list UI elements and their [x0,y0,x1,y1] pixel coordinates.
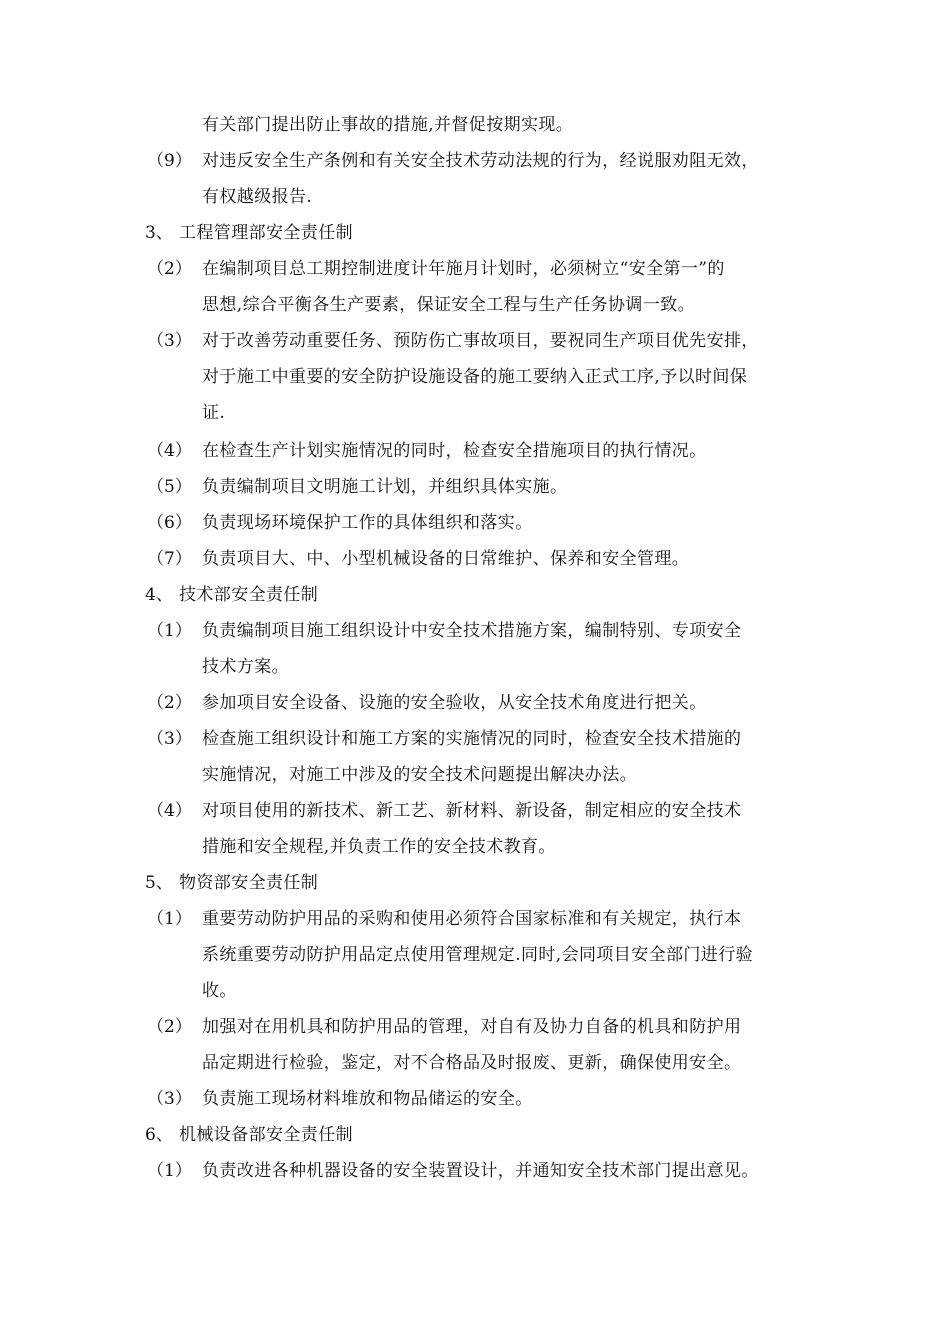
item-number: （4） [147,441,192,461]
section-heading: 机械设备部安全责任制 [179,1125,353,1145]
section-heading: 物资部安全责任制 [179,873,319,893]
item-text-continuation: 证. [202,403,226,423]
section-number: 5、 [145,873,173,893]
item-text: 在编制项目总工期控制进度计年施月计划时，必须树立“安全第一”的 [202,259,725,279]
item-number: （1） [147,1161,192,1181]
item-number: （4） [147,801,192,821]
item-text: 在检查生产计划实施情况的同时，检查安全措施项目的执行情况。 [202,441,707,461]
item-text-continuation: 品定期进行检验，鉴定，对不合格品及时报废、更新，确保使用安全。 [202,1053,742,1073]
item-number: （9） [147,151,192,171]
item-text-continuation: 有权越级报告. [202,187,313,207]
section-heading: 技术部安全责任制 [179,585,319,605]
item-number: （1） [147,909,192,929]
item-number: （1） [147,621,192,641]
item-text: 负责项目大、中、小型机械设备的日常维护、保养和安全管理。 [202,549,690,569]
item-text: 对于改善劳动重要任务、预防伤亡事故项目，要祝同生产项目优先安排， [202,331,759,351]
item-text: 对项目使用的新技术、新工艺、新材料、新设备，制定相应的安全技术 [202,801,742,821]
item-text: 负责施工现场材料堆放和物品储运的安全。 [202,1089,533,1109]
item-number: （3） [147,1089,192,1109]
item-text: 对违反安全生产条例和有关安全技术劳动法规的行为，经说服劝阻无效， [202,151,759,171]
item-text-continuation: 实施情况，对施工中涉及的安全技术问题提出解决办法。 [202,765,637,785]
item-text: 负责编制项目文明施工计划，并组织具体实施。 [202,477,568,497]
section-heading: 工程管理部安全责任制 [179,223,353,243]
item-number: （3） [147,729,192,749]
section-number: 4、 [145,585,173,605]
item-number: （2） [147,693,192,713]
item-text-continuation: 技术方案。 [202,657,289,677]
item-text-continuation: 收。 [202,981,237,1001]
item-text-continuation: 思想,综合平衡各生产要素，保证安全工程与生产任务协调一致。 [202,295,696,315]
section-number: 3、 [145,223,173,243]
item-number: （6） [147,513,192,533]
item-text-continuation: 对于施工中重要的安全防护设施设备的施工要纳入正式工序,予以时间保 [202,367,748,387]
item-text-continuation: 系统重要劳动防护用品定点使用管理规定.同时,会同项目安全部门进行验 [202,945,754,965]
item-text: 负责编制项目施工组织设计中安全技术措施方案，编制特别、专项安全 [202,621,742,641]
item-text: 重要劳动防护用品的采购和使用必须符合国家标准和有关规定，执行本 [202,909,742,929]
item-text: 参加项目安全设备、设施的安全验收，从安全技术角度进行把关。 [202,693,707,713]
item-text-continuation: 有关部门提出防止事故的措施,并督促按期实现。 [202,115,574,135]
section-number: 6、 [145,1125,173,1145]
item-number: （3） [147,331,192,351]
item-number: （2） [147,1017,192,1037]
item-text: 负责现场环境保护工作的具体组织和落实。 [202,513,533,533]
item-text: 负责改进各种机器设备的安全装置设计，并通知安全技术部门提出意见。 [202,1161,759,1181]
item-text-continuation: 措施和安全规程,并负责工作的安全技术教育。 [202,837,556,857]
item-number: （2） [147,259,192,279]
item-text: 检查施工组织设计和施工方案的实施情况的同时，检查安全技术措施的 [202,729,742,749]
item-text: 加强对在用机具和防护用品的管理，对自有及协力自备的机具和防护用 [202,1017,742,1037]
item-number: （5） [147,477,192,497]
item-number: （7） [147,549,192,569]
